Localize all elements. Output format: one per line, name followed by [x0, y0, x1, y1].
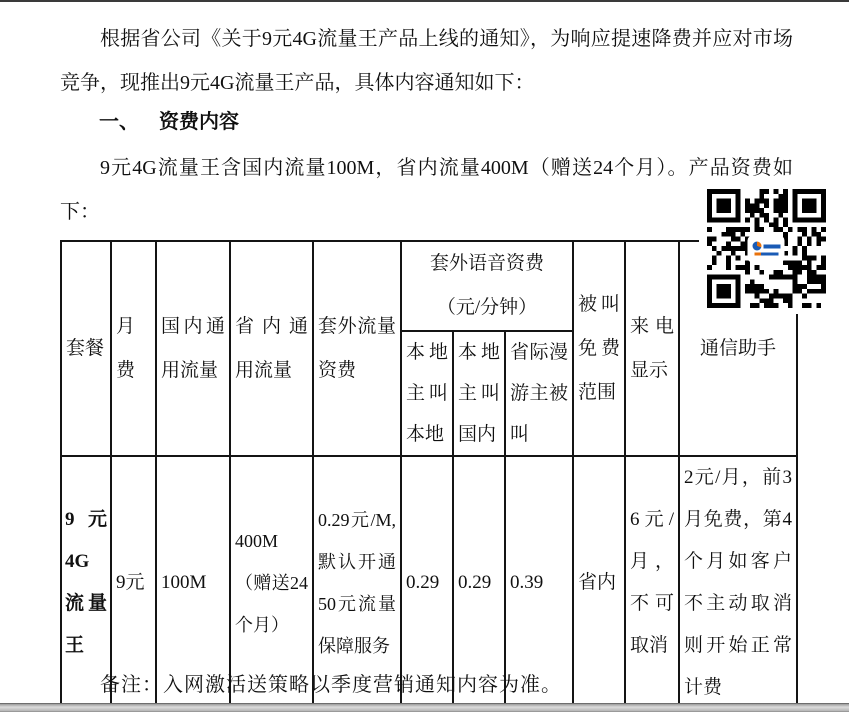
cell-comm-assistant: 2元/月，前3月免费，第4个月如客户不主动取消则开始正常计费: [679, 456, 797, 710]
note-paragraph: 备注：入网激活送策略以季度营销通知内容为准。: [100, 674, 562, 696]
col-header-local-to-national: 本地主叫国内: [453, 331, 505, 456]
fee-intro-paragraph: 9元4G流量王含国内流量100M，省内流量400M（赠送24个月）。产品资费如下：: [60, 157, 793, 223]
extra-voice-group-title: 套外语音资费: [429, 253, 544, 274]
cell-local-to-national: 0.29: [453, 456, 505, 710]
qr-logo-mark-icon: [752, 242, 761, 251]
col-header-interprov-roaming: 省际漫游主被叫: [505, 331, 573, 456]
qr-logo-text-line1: [763, 244, 780, 248]
window-bottom-bar: [0, 703, 849, 712]
cell-monthly-fee: 9元: [111, 456, 156, 710]
col-header-provincial-data: 省内通用流量: [230, 241, 313, 456]
cell-national-data: 100M: [156, 456, 230, 710]
intro-paragraph: 根据省公司《关于9元4G流量王产品上线的通知》，为响应提速降费并应对市场竞争，现推出9元4G流量王产品，具体内容通知如下：: [60, 28, 793, 94]
section-number: 一、: [99, 111, 139, 133]
qr-code-icon: [699, 183, 833, 314]
table-header-row-1: [61, 241, 797, 331]
fee-table: [60, 240, 798, 711]
col-header-called-free-range: 被叫免费范围: [573, 241, 625, 456]
col-header-national-data: 国内通用流量: [156, 241, 230, 456]
section-title: 资费内容: [159, 111, 239, 133]
col-header-package: 套餐: [61, 241, 111, 456]
cell-local-to-local: 0.29: [401, 456, 453, 710]
col-header-extra-data-fee: 套外流量资费: [313, 241, 401, 456]
page-top-edge: [0, 0, 849, 2]
col-header-local-to-local: 本地主叫本地: [401, 331, 453, 456]
section-heading: [99, 109, 239, 135]
cell-interprov-roaming: 0.39: [505, 456, 573, 710]
col-header-extra-voice-group: [401, 241, 573, 331]
qr-center-logo: [748, 235, 785, 262]
col-header-comm-assistant: 通信助手: [679, 241, 797, 456]
cell-extra-data-fee: 0.29元/M,默认开通50元流量保障服务: [313, 456, 401, 710]
cell-called-free-range: 省内: [573, 456, 625, 710]
extra-voice-group-unit: （元/分钟）: [436, 297, 538, 318]
qr-logo-text-line2: [754, 253, 778, 256]
col-header-caller-id: 来电显示: [625, 241, 679, 456]
cell-package: 9元4G流量王: [61, 456, 111, 710]
cell-provincial-data: 400M（赠送24个月）: [230, 456, 313, 710]
cell-caller-id: 6元/月，不可取消: [625, 456, 679, 710]
col-header-monthly-fee: 月费: [111, 241, 156, 456]
